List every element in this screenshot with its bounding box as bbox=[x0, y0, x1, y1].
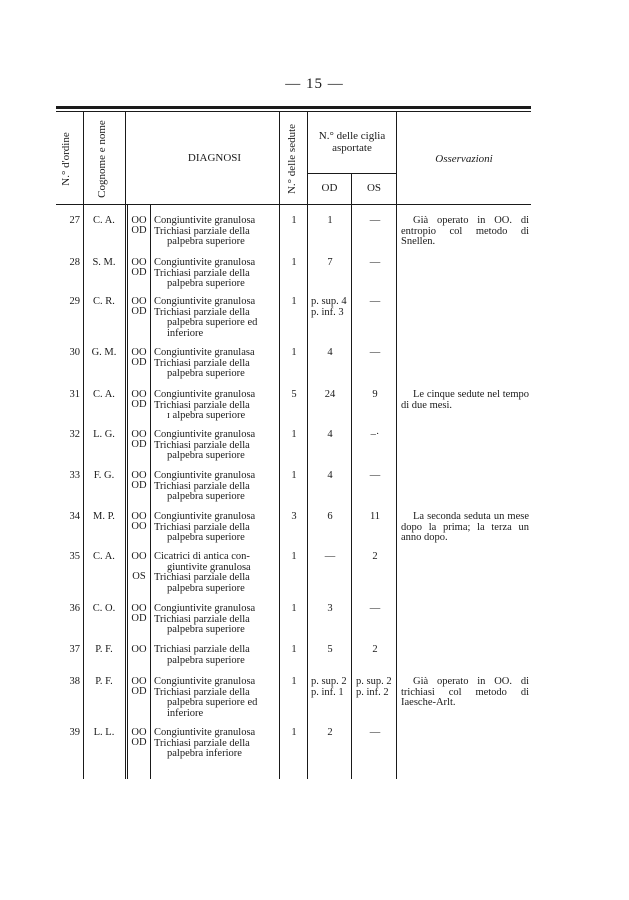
row-number: 35 bbox=[69, 551, 80, 562]
eye-code: OD bbox=[131, 439, 147, 450]
diagnosis-line: Congiuntivite granulosa bbox=[154, 511, 256, 522]
diagnosis-line: Congiuntivite granulosa bbox=[154, 389, 256, 400]
diagnosis-line: Trichiasi parziale della bbox=[154, 357, 250, 369]
patient-initials: C. R. bbox=[93, 296, 115, 307]
diagnosis-line: Trichiasi parziale della bbox=[154, 521, 250, 533]
top-rule-thin bbox=[56, 111, 531, 112]
ciglia-od: p. inf. 1 bbox=[311, 686, 344, 698]
eye-code: OO bbox=[131, 470, 147, 481]
diagnosis-line: Cicatrici di antica con- bbox=[154, 551, 250, 562]
patient-initials: S. M. bbox=[92, 257, 116, 268]
ciglia-os: –· bbox=[370, 429, 380, 440]
row-number: 27 bbox=[69, 215, 80, 226]
col-line-2 bbox=[125, 112, 126, 779]
row-number: 37 bbox=[69, 644, 80, 655]
diagnosis-line: Congiuntivite granulosa bbox=[154, 296, 256, 307]
patient-initials: P. F. bbox=[95, 676, 113, 687]
ciglia-od: 6 bbox=[327, 511, 333, 522]
col-line-3 bbox=[150, 205, 151, 779]
patient-initials: C. A. bbox=[93, 389, 115, 400]
diagnosis-line: giuntivite granulosa bbox=[167, 561, 251, 573]
patient-initials: L. L. bbox=[93, 727, 115, 738]
col-line-4 bbox=[279, 112, 280, 779]
diagnosis-line: Trichiasi parziale della bbox=[154, 480, 250, 492]
observation-note: Già operato in OO. di trichiasi col metodo di Iaesche-Arlt. bbox=[401, 676, 529, 708]
ciglia-os: — bbox=[369, 257, 381, 268]
sedute-count: 1 bbox=[291, 296, 297, 307]
diagnosis-line: Congiuntivite granulosa bbox=[154, 603, 256, 614]
sedute-count: 1 bbox=[291, 470, 297, 481]
header-cognome: Cognome e nome bbox=[96, 120, 108, 198]
eye-code: OO bbox=[131, 521, 147, 532]
eye-code: OO bbox=[131, 676, 147, 687]
ciglia-os: — bbox=[369, 347, 381, 358]
observation-note: La seconda seduta un mese dopo la prima; la terza un anno dopo. bbox=[401, 511, 529, 543]
ciglia-os: p. sup. 2 bbox=[356, 676, 392, 687]
diagnosis-line: Trichiasi parziale della bbox=[154, 439, 250, 451]
patient-initials: G. M. bbox=[91, 347, 117, 358]
patient-initials: C. A. bbox=[93, 551, 115, 562]
diagnosis-line: Congiuntivite granulosa bbox=[154, 727, 256, 738]
ciglia-od: 4 bbox=[327, 347, 333, 358]
ciglia-od: p. sup. 2 bbox=[311, 676, 347, 687]
ciglia-od: p. inf. 3 bbox=[311, 306, 344, 318]
ciglia-od: 24 bbox=[324, 389, 336, 400]
eye-code: OD bbox=[131, 737, 147, 748]
diagnosis-line: palpebra superiore bbox=[167, 624, 245, 635]
sedute-count: 1 bbox=[291, 215, 297, 226]
header-ciglia-2: asportate bbox=[332, 142, 372, 154]
ciglia-od: 5 bbox=[327, 644, 333, 655]
header-diagnosi: DIAGNOSI bbox=[187, 152, 242, 164]
ciglia-od: 4 bbox=[327, 429, 333, 440]
diagnosis-line: palpebra superiore ed bbox=[167, 697, 258, 708]
patient-initials: C. A. bbox=[93, 215, 115, 226]
row-number: 38 bbox=[69, 676, 80, 687]
eye-code: OO bbox=[131, 603, 147, 614]
eye-code: OO bbox=[131, 296, 147, 307]
eye-code: OD bbox=[131, 357, 147, 368]
diagnosis-line: Trichiasi parziale della bbox=[154, 737, 250, 749]
diagnosis-line: Trichiasi parziale della bbox=[154, 267, 250, 279]
diagnosis-line: Trichiasi parziale della bbox=[154, 306, 250, 318]
eye-code: OD bbox=[131, 686, 147, 697]
ciglia-os: — bbox=[369, 296, 381, 307]
eye-code: OO bbox=[131, 727, 147, 738]
row-number: 28 bbox=[69, 257, 80, 268]
patient-initials: L. G. bbox=[93, 429, 115, 440]
ciglia-od: 4 bbox=[327, 470, 333, 481]
diagnosis-line: Congiuntivite granulosa bbox=[154, 429, 256, 440]
eye-code: OO bbox=[131, 257, 147, 268]
row-number: 36 bbox=[69, 603, 80, 614]
diagnosis-line: Trichiasi parziale della bbox=[154, 613, 250, 625]
row-number: 39 bbox=[69, 727, 80, 738]
diagnosis-line: palpebra superiore bbox=[167, 368, 245, 379]
eye-code: OO bbox=[131, 551, 147, 562]
ciglia-os: 11 bbox=[369, 511, 381, 522]
sedute-count: 5 bbox=[291, 389, 297, 400]
diagnosis-line: palpebra superiore bbox=[167, 278, 245, 289]
ciglia-os: — bbox=[369, 215, 381, 226]
ciglia-os: 9 bbox=[372, 389, 378, 400]
ciglia-od: 2 bbox=[327, 727, 333, 738]
ciglia-os: 2 bbox=[372, 644, 378, 655]
diagnosis-line: palpebra superiore bbox=[167, 491, 245, 502]
patient-initials: P. F. bbox=[95, 644, 113, 655]
header-os: OS bbox=[366, 182, 382, 194]
eye-code: OD bbox=[131, 306, 147, 317]
eye-code: OD bbox=[131, 267, 147, 278]
row-number: 31 bbox=[69, 389, 80, 400]
ciglia-od: 3 bbox=[327, 603, 333, 614]
eye-code: OO bbox=[131, 347, 147, 358]
diagnosis-line: Congiuntivite granulosa bbox=[154, 676, 256, 687]
row-number: 33 bbox=[69, 470, 80, 481]
row-number: 29 bbox=[69, 296, 80, 307]
sedute-count: 1 bbox=[291, 644, 297, 655]
ciglia-os: — bbox=[369, 727, 381, 738]
row-number: 34 bbox=[69, 511, 80, 522]
eye-code: OD bbox=[131, 613, 147, 624]
eye-code: OD bbox=[131, 399, 147, 410]
page-number: — 15 — bbox=[285, 76, 344, 92]
ciglia-od: 1 bbox=[327, 215, 333, 226]
eye-code: OO bbox=[131, 511, 147, 522]
sedute-count: 1 bbox=[291, 347, 297, 358]
diagnosis-line: palpebra superiore bbox=[167, 654, 245, 666]
ciglia-os: — bbox=[369, 603, 381, 614]
sedute-count: 1 bbox=[291, 603, 297, 614]
ciglia-os: 2 bbox=[372, 551, 378, 562]
eye-code: OS bbox=[132, 571, 146, 582]
ciglia-sub-rule bbox=[308, 173, 396, 174]
diagnosis-line: palpebra superiore bbox=[167, 582, 245, 594]
diagnosis-line: Trichiasi parziale della bbox=[154, 572, 250, 583]
ciglia-od: 7 bbox=[327, 257, 333, 268]
eye-code: OO bbox=[131, 215, 147, 226]
diagnosis-line: palpebra superiore ed bbox=[167, 317, 258, 328]
observation-note: Già operato in OO. di entropio col metodo di Snellen. bbox=[401, 215, 529, 247]
col-line-5 bbox=[307, 112, 308, 779]
header-ciglia-1: N.° delle ciglia bbox=[318, 130, 386, 142]
diagnosis-line: inferiore bbox=[167, 707, 204, 719]
top-rule-thick bbox=[56, 106, 531, 109]
diagnosis-line: Trichiasi parziale della bbox=[154, 225, 250, 237]
diagnosis-line: ɪ alpebra superiore bbox=[167, 410, 246, 421]
observation-note: Le cinque sedute nel tempo di due mesi. bbox=[401, 389, 529, 411]
row-number: 30 bbox=[69, 347, 80, 358]
diagnosis-line: Trichiasi parziale della bbox=[154, 399, 250, 411]
ciglia-od: — bbox=[324, 551, 336, 562]
diagnosis-line: Congiuntivite granulosa bbox=[154, 215, 256, 226]
eye-code: OO bbox=[131, 429, 147, 440]
eye-code: OO bbox=[131, 389, 147, 400]
diagnosis-line: Trichiasi parziale della bbox=[154, 686, 250, 698]
header-ordine: N.° d'ordine bbox=[60, 132, 72, 186]
diagnosis-line: Congiuntivite granulasa bbox=[154, 347, 255, 358]
ciglia-od: p. sup. 4 bbox=[311, 296, 347, 307]
diagnosis-line: inferiore bbox=[167, 327, 204, 339]
sedute-count: 1 bbox=[291, 551, 297, 562]
header-od: OD bbox=[321, 182, 338, 194]
sedute-count: 1 bbox=[291, 429, 297, 440]
sedute-count: 3 bbox=[291, 511, 297, 522]
patient-initials: F. G. bbox=[93, 470, 115, 481]
sedute-count: 1 bbox=[291, 257, 297, 268]
diagnosis-line: palpebra superiore bbox=[167, 532, 245, 543]
diagnosis-line: palpebra inferiore bbox=[167, 748, 242, 759]
sedute-count: 1 bbox=[291, 727, 297, 738]
eye-code: OO bbox=[131, 644, 147, 655]
diagnosis-line: Trichiasi parziale della bbox=[154, 644, 250, 655]
eye-code: OD bbox=[131, 225, 147, 236]
diagnosis-line: Congiuntivite granulosa bbox=[154, 470, 256, 481]
ciglia-os: — bbox=[369, 470, 381, 481]
row-number: 32 bbox=[69, 429, 80, 440]
diagnosis-line: Congiuntivite granulosa bbox=[154, 257, 256, 268]
ciglia-os: p. inf. 2 bbox=[356, 686, 389, 698]
header-osservazioni: Osservazioni bbox=[435, 153, 493, 165]
diagnosis-line: palpebra superiore bbox=[167, 450, 245, 461]
sedute-count: 1 bbox=[291, 676, 297, 687]
patient-initials: C. O. bbox=[92, 603, 116, 614]
eye-code: OD bbox=[131, 480, 147, 491]
patient-initials: M. P. bbox=[93, 511, 115, 522]
header-sedute: N.° delle sedute bbox=[286, 123, 298, 195]
diagnosis-line: palpebra superiore bbox=[167, 236, 245, 247]
